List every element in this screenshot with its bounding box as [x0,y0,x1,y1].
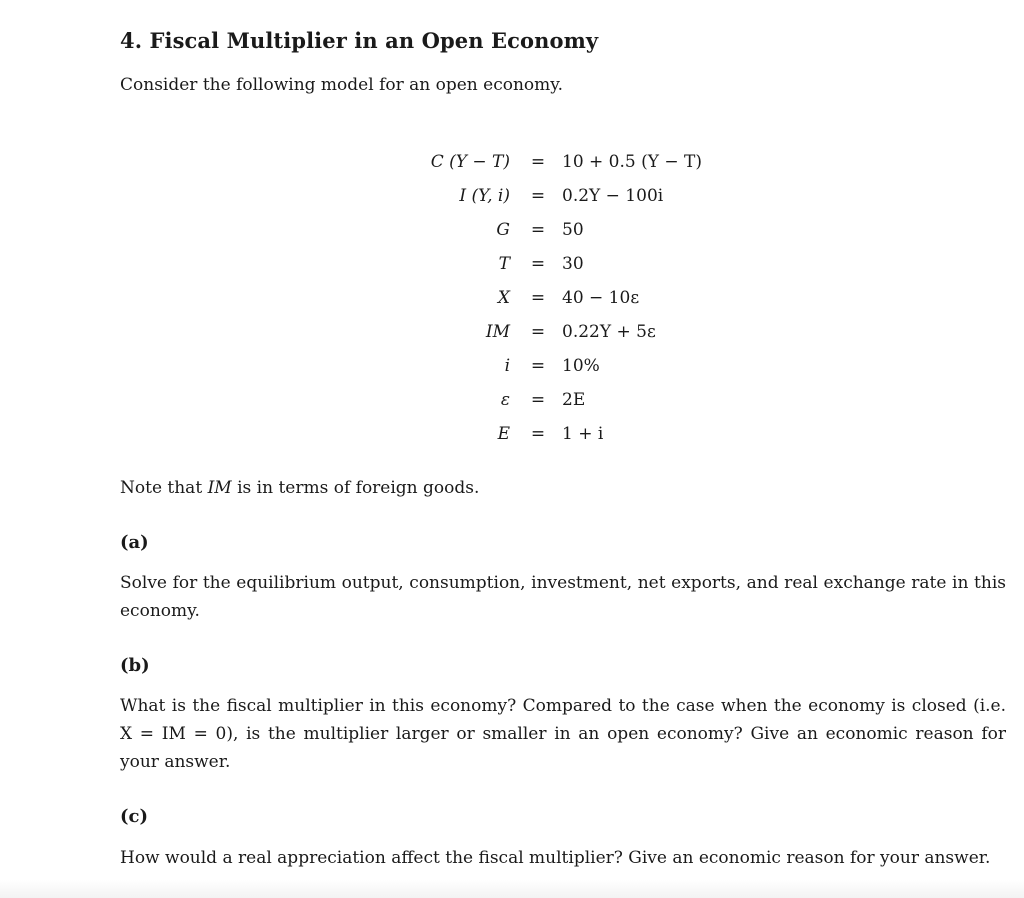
equation-row [380,420,760,454]
equation-lhs: ε [500,390,510,410]
equation-lhs: E [497,424,510,444]
equals-sign: = [530,356,546,376]
equals-sign: = [530,390,546,410]
equation-row [380,352,760,386]
section-title: 4. Fiscal Multiplier in an Open Economy [120,28,599,53]
equation-row [380,386,760,420]
equals-sign: = [530,424,546,444]
equation-lhs: i [504,356,510,376]
part-c-question: How would a real appreciation affect the fiscal multiplier? Give an economic reason for your answer. [120,848,991,868]
equation-lhs: X [497,288,510,308]
equation-row [380,148,760,182]
equation-system [380,148,760,454]
equation-row [380,318,760,352]
part-c-label: (c) [120,806,148,827]
equation-rhs: 30 [562,254,584,274]
part-b-label: (b) [120,655,150,676]
equals-sign: = [530,254,546,274]
equals-sign: = [530,186,546,206]
note-text [120,474,479,502]
part-a-question: Solve for the equilibrium output, consumption, investment, net exports, and real exchange rate in this economy. [120,573,1006,621]
equation-rhs: 10% [562,356,600,376]
page-bottom-edge [0,880,1024,898]
equation-row [380,250,760,284]
equation-lhs: G [496,220,510,240]
equation-rhs: 10 + 0.5 (Y − T) [562,152,703,172]
equals-sign: = [530,288,546,308]
equation-rhs: 50 [562,220,584,240]
equation-lhs: C (Y − T) [430,152,510,172]
equation-rhs: 0.22Y + 5ε [562,322,656,342]
note-prefix: Note that [120,478,203,498]
equation-row [380,182,760,216]
note-symbol: IM [207,478,232,498]
equation-row [380,284,760,318]
part-a-label: (a) [120,532,149,553]
part-b-question: What is the fiscal multiplier in this economy? Compared to the case when the economy is closed (i.e. X = IM = 0), is the multiplier larger or smaller in an open economy? Give an economic reason for your answer. [120,696,1006,772]
equation-lhs: I (Y, i) [459,186,510,206]
intro-text: Consider the following model for an open economy. [120,75,564,95]
equals-sign: = [530,152,546,172]
equation-rhs: 40 − 10ε [562,288,640,308]
equation-rhs: 2E [562,390,586,410]
equation-rhs: 0.2Y − 100i [562,186,664,206]
note-suffix: is in terms of foreign goods. [237,478,480,498]
equation-lhs: T [498,254,510,274]
equation-lhs: IM [485,322,510,342]
equation-row [380,216,760,250]
equals-sign: = [530,322,546,342]
equation-rhs: 1 + i [562,424,604,444]
equals-sign: = [530,220,546,240]
